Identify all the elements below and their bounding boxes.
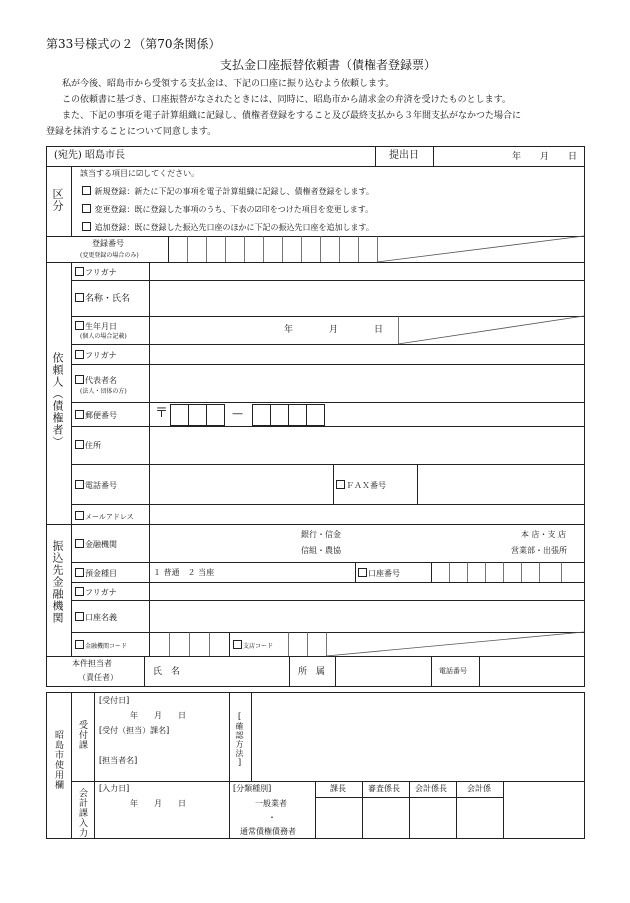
- email-text: メールアドレス: [85, 513, 134, 521]
- representative-note: (法人・団体の方): [80, 388, 127, 395]
- furigana-checkbox[interactable]: [75, 267, 84, 276]
- submit-month-label: 月: [540, 152, 550, 162]
- receipt-date-label: [受付日]: [99, 696, 130, 705]
- input-date-ymd: 年 月 日: [130, 799, 186, 808]
- email-checkbox[interactable]: [75, 511, 84, 520]
- institution-text: 金融機関: [85, 540, 117, 549]
- requester-name-field[interactable]: [150, 281, 584, 316]
- branch-code-text: 支店コード: [243, 643, 274, 650]
- deposit-checkbox[interactable]: [75, 568, 84, 577]
- deposit-type-options: １ 普通 ２ 当座: [153, 568, 215, 577]
- postal-code-label[interactable]: [75, 410, 117, 420]
- submit-date-field[interactable]: [434, 147, 584, 166]
- address-label[interactable]: [75, 440, 101, 450]
- add-registration-checkbox[interactable]: [82, 222, 91, 231]
- branch-types-2: 営業部・出張所: [511, 546, 567, 555]
- registration-number-note: (変更登録の場合のみ): [80, 252, 139, 259]
- furigana-text: フリガナ: [85, 268, 117, 277]
- institution-code-label[interactable]: [75, 640, 127, 650]
- rep-checkbox[interactable]: [75, 375, 84, 384]
- approval-review-chief: 審査係長: [368, 784, 400, 793]
- option-add-registration[interactable]: [82, 222, 374, 232]
- staff-label-1: 本件担当者: [72, 659, 112, 668]
- class-regular-creditor: 通常債権債務者: [240, 827, 296, 836]
- new-registration-checkbox[interactable]: [82, 186, 91, 195]
- staff-label-2: （責任者）: [78, 673, 118, 682]
- input-date-label: [入力日]: [99, 784, 130, 793]
- class-separator: ・: [268, 813, 276, 822]
- fax-text: ＦＡＸ番号: [346, 481, 386, 490]
- addressee: (宛先) 昭島市長: [54, 150, 125, 161]
- holder-furigana-label[interactable]: [75, 587, 117, 597]
- fax-label[interactable]: [336, 480, 386, 490]
- submit-year-label: 年: [512, 152, 522, 162]
- intro-paragraph-3b: 登録を抹消することについて同意します。: [46, 127, 217, 137]
- category-instruction: 該当する項目に☑してください。: [80, 169, 200, 178]
- branch-types-1: 本 店・支 店: [521, 530, 567, 539]
- birth-month-label: 月: [329, 325, 339, 335]
- submit-day-label: 日: [568, 152, 578, 162]
- change-registration-checkbox[interactable]: [82, 204, 91, 213]
- approval-section-chief: 課長: [330, 784, 346, 793]
- bank-types-2: 信組・農協: [301, 546, 341, 555]
- furigana2-text: フリガナ: [85, 351, 117, 360]
- staff-name-office-label: [担当者名]: [99, 756, 138, 765]
- confirm-method-label: [確認方法]: [235, 712, 244, 768]
- page-title: 支払金口座振替依頼書（債権者登録票）: [220, 58, 437, 72]
- registration-number-field[interactable]: [169, 237, 377, 262]
- inst-code-checkbox[interactable]: [75, 640, 84, 649]
- option-change-registration[interactable]: [82, 204, 373, 214]
- receipt-section-label: 受付課: [77, 720, 87, 750]
- email-label[interactable]: [75, 511, 134, 521]
- account-no-checkbox[interactable]: [358, 568, 367, 577]
- phone-checkbox[interactable]: [75, 480, 84, 489]
- holder-checkbox[interactable]: [75, 612, 84, 621]
- class-general-vendor: 一般業者: [255, 799, 287, 808]
- intro-paragraph-2: この依頼書に基づき、口座振替がなされたときには、同時に、昭島市から請求金の弁済を受けたものとします。: [62, 95, 511, 105]
- account-no-text: 口座番号: [368, 569, 400, 578]
- classification-label: [分類種別]: [233, 784, 272, 793]
- registration-number-label: 登録番号: [92, 239, 124, 248]
- birth-text: 生年月日: [85, 322, 117, 331]
- birth-checkbox[interactable]: [75, 321, 84, 330]
- name-text: 名称・氏名: [85, 294, 131, 304]
- approval-accounting-staff: 会計係: [467, 784, 491, 793]
- phone-text: 電話番号: [85, 481, 117, 490]
- account-holder-label[interactable]: [75, 612, 117, 622]
- address-text: 住所: [85, 441, 101, 450]
- rep-furigana-label[interactable]: [75, 350, 117, 360]
- option-add-text: 追加登録：既に登録した振込先口座のほかに下記の振込先口座を追加します。: [94, 223, 374, 232]
- phone-label[interactable]: [75, 480, 117, 490]
- receipt-dept-label: [受付（担当）課名]: [99, 726, 170, 735]
- birth-year-label: 年: [284, 325, 294, 335]
- furigana2-checkbox[interactable]: [75, 350, 84, 359]
- staff-name-label: 氏 名: [153, 667, 181, 677]
- inst-code-text: 金融機関コード: [85, 643, 128, 650]
- postal-checkbox[interactable]: [75, 410, 84, 419]
- receipt-date-ymd: 年 月 日: [130, 711, 186, 720]
- holder-text: 口座名義: [85, 613, 117, 622]
- fax-checkbox[interactable]: [336, 480, 345, 489]
- approval-accounting-chief: 会計係長: [415, 784, 447, 793]
- option-new-text: 新規登録：新たに下記の事項を電子計算組織に記録し、債権者登録をします。: [94, 187, 374, 196]
- office-use-label: 昭島市使用欄: [53, 730, 63, 790]
- name-checkbox[interactable]: [75, 293, 84, 302]
- institution-label[interactable]: [75, 539, 117, 549]
- submit-date-label: 提出日: [389, 150, 419, 161]
- postal-dash: —: [232, 407, 243, 420]
- account-number-label[interactable]: [358, 568, 400, 578]
- option-new-registration[interactable]: [82, 186, 374, 196]
- institution-checkbox[interactable]: [75, 539, 84, 548]
- requester-name-label[interactable]: [75, 293, 130, 304]
- bank-section-label: 振込先金融機関: [51, 540, 64, 624]
- bank-types-1: 銀行・信金: [301, 530, 341, 539]
- accounting-section-label: 会計課入力: [77, 788, 87, 838]
- address-checkbox[interactable]: [75, 440, 84, 449]
- requester-section-label: 依頼人（債権者）: [51, 352, 64, 448]
- branch-code-label[interactable]: [233, 640, 273, 650]
- holder-furigana-checkbox[interactable]: [75, 587, 84, 596]
- intro-paragraph-1: 私が今後、昭島市から受領する支払金は、下記の口座に振り込むよう依頼します。: [62, 79, 395, 89]
- postal-mark: 〒: [155, 406, 169, 421]
- deposit-text: 預金種目: [85, 569, 117, 578]
- birth-date-note: (個人の場合記載): [80, 333, 127, 340]
- category-section-label: 区分: [51, 188, 64, 212]
- rep-text: 代表者名: [85, 376, 117, 385]
- staff-dept-label: 所 属: [298, 667, 326, 677]
- holder-furigana-text: フリガナ: [85, 588, 117, 597]
- branch-code-checkbox[interactable]: [233, 640, 242, 649]
- form-number: 第33号様式の２（第70条関係）: [46, 37, 221, 51]
- option-change-text: 変更登録：既に登録した事項のうち、下表の☑印をつけた項目を変更します。: [94, 205, 374, 214]
- staff-phone-label: 電話番号: [439, 667, 467, 675]
- intro-paragraph-3a: また、下記の事項を電子計算組織に記録し、債権者登録をすること及び最終支払から３年間支払がなかつた場合に: [62, 111, 522, 121]
- postal-text: 郵便番号: [85, 411, 117, 420]
- representative-label[interactable]: [75, 375, 117, 385]
- requester-furigana-label[interactable]: [75, 267, 117, 277]
- birth-day-label: 日: [374, 325, 384, 335]
- deposit-type-label[interactable]: [75, 568, 117, 578]
- birth-date-label[interactable]: [75, 321, 117, 331]
